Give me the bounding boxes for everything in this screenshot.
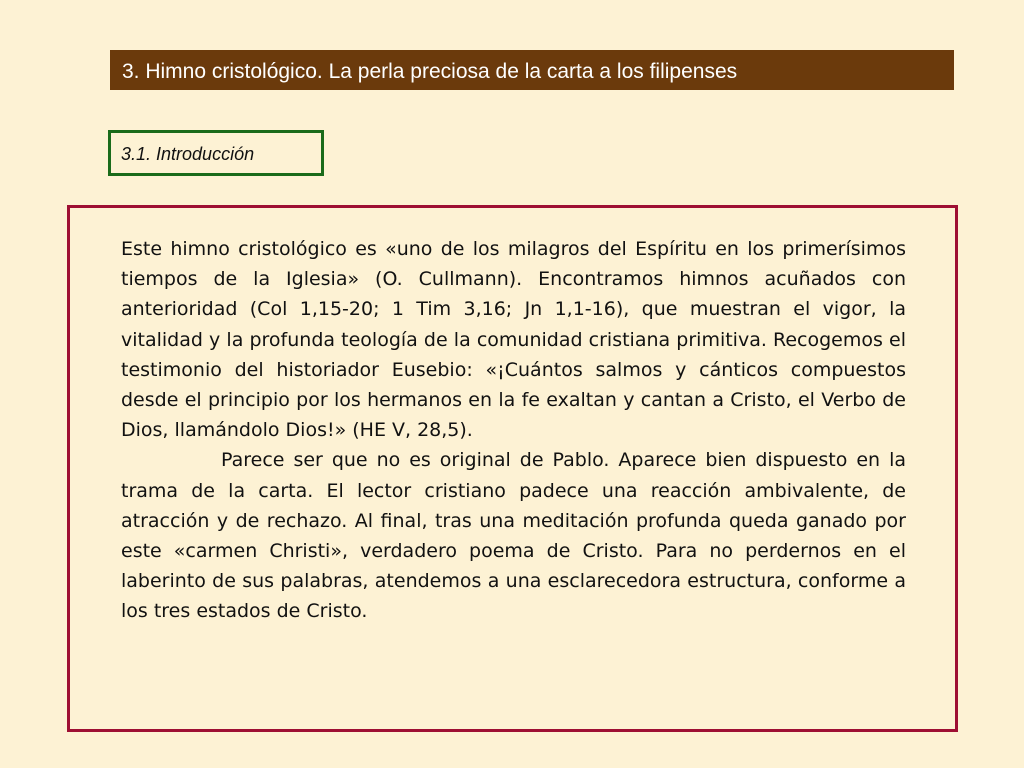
slide-title-bar xyxy=(110,50,954,90)
section-heading: 3.1. Introducción xyxy=(121,144,255,164)
paragraph-1: Este himno cristológico es «uno de los milagros del Espíritu en los primerísimos tiempos de la Iglesia» (O. Cullmann). Encontramos himnos acuñados con anterioridad (Col 1,15-20; 1 Tim 3,16; Jn 1,1-16), que muestran el vigor, la vitalidad y la profunda teología de la comunidad cristiana primitiva. Recogemos el testimonio del historiador Eusebio: «¡Cuántos salmos y cánticos compuestos desde el principio por los hermanos en la fe exaltan y cantan a Cristo, el Verbo de Dios, llamándolo Dios!» (HE V, 28,5). xyxy=(121,238,906,442)
content-text xyxy=(121,234,906,627)
slide-title: 3. Himno cristológico. La perla preciosa de la carta a los filipenses xyxy=(122,60,738,83)
section-heading-box xyxy=(108,130,324,176)
content-frame xyxy=(67,205,958,732)
paragraph-2: Parece ser que no es original de Pablo. Aparece bien dispuesto en la trama de la carta. El lector cristiano padece una reacción ambivalente, de atracción y de rechazo. Al final, tras una meditación profunda queda ganado por este «carmen Christi», verdadero poema de Cristo. Para no perdernos en el laberinto de sus palabras, atendemos a una esclarecedora estructura, conforme a los tres estados de Cristo. xyxy=(121,449,906,623)
